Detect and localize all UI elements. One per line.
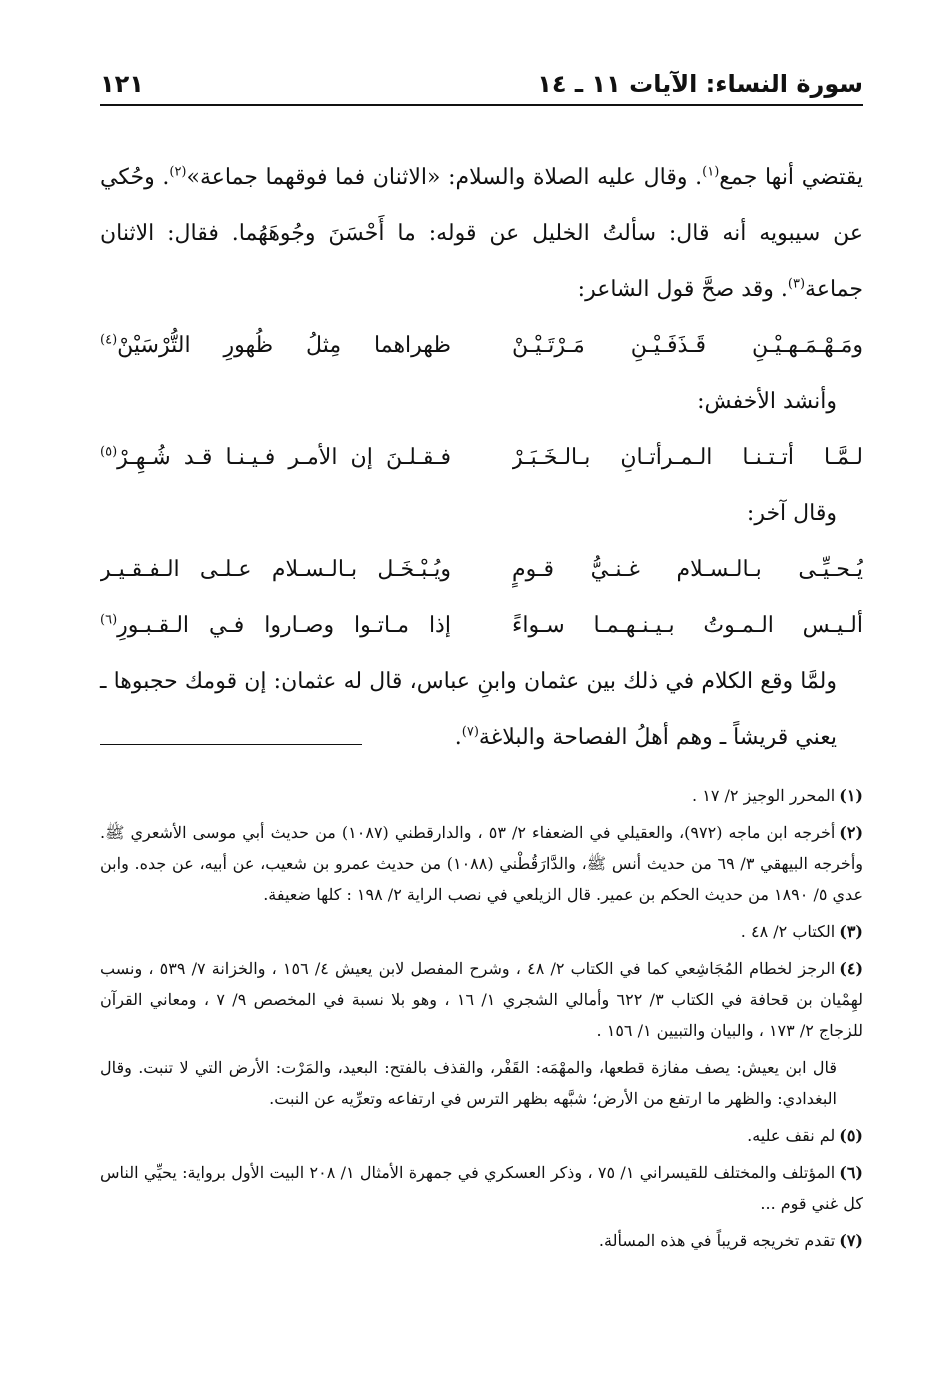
main-text <box>100 150 863 766</box>
footnote-6: (٦)المؤتلف والمختلف للقيسراني ١/ ٧٥ ، وذكر العسكري في جمهرة الأمثال ١/ ٢٠٨ البيت الأول برواية: يحيِّي الناس كل غني قوم ... <box>100 1163 863 1213</box>
footnote-ref-5: (٥) <box>100 444 118 460</box>
verse-1-first-hemistich: ومَـهْـمَـهـيْـنِ قَـذَفَـيْـنِ مَـرْتَـيْـنْ <box>512 333 863 358</box>
footnote-4-commentary: قال ابن يعيش: يصف مفازة قطعها، والمهْمَه: القَفْر، والقذف بالفتح: البعيد، والمَرْت: الأرض التي لا تنبت. وقال البغدادي: والظهر ما ارتفع من الأرض؛ شبَّهه بظهر الترس في ارتفاعه وتعرِّيه عن النبت. <box>100 1058 837 1108</box>
footnote-1: (١)المحرر الوجيز ٢/ ١٧ . <box>692 786 863 805</box>
verse-1 <box>100 318 863 374</box>
footnote-ref-7: (٧) <box>461 724 479 740</box>
verse-2 <box>100 430 863 486</box>
verse-4-first-hemistich: ألـيـس الـمـوتُ بـيـنـهـمـا سـواءً <box>512 613 863 638</box>
footnote-3: (٣)الكتاب ٢/ ٤٨ . <box>740 922 863 941</box>
verse-2-first-hemistich: لـمَّـا أتـتـنـا الـمـرأتـانِ بـالـخَـبَـرْ <box>512 445 863 470</box>
footnote-ref-6: (٦) <box>100 612 118 628</box>
paragraph-2: ولمَّا وقع الكلام في ذلك بين عثمان وابنِ عباس، قال له عثمان: إن قومك حجبوها ـ يعني قريشاً ـ وهم أهلُ الفصاحة والبلاغة$^{(٧)}$. <box>100 669 837 750</box>
verse-1-second-hemistich: ظهراهما مِثلُ ظُهورِ التُّرْسَيْنْ$^{(٤)}$ <box>100 332 451 358</box>
footnotes <box>100 780 863 1262</box>
footnote-separator <box>100 744 362 745</box>
other-poet-line: وقال آخر: <box>746 501 837 526</box>
footnote-ref-1: (١) <box>702 164 720 180</box>
footnote-5: (٥)لم نقف عليه. <box>747 1126 863 1145</box>
footnote-7: (٧)تقدم تخريجه قريباً في هذه المسألة. <box>598 1231 863 1250</box>
footnote-ref-4: (٤) <box>100 332 118 348</box>
verse-4-second-hemistich: إذا مـاتـوا وصـاروا فـي الـقـبـورِ$^{(٦)}$ <box>100 612 451 638</box>
verse-3-first-hemistich: يُـحـيِّـى بـالـسـلام غـنـيُّ قـومٍ <box>512 557 863 582</box>
verse-3 <box>100 542 863 598</box>
verse-3-second-hemistich: ويُـبْـخَـل بـالـسـلام عـلـى الـفـقـيـر <box>100 557 451 582</box>
footnote-4: (٤)الرجز لخطام المُجَاشِعي كما في الكتاب ٢/ ٤٨ ، وشرح المفصل لابن يعيش ٤/ ١٥٦ ، والخزانة ٧/ ٥٣٩ ، ونسب لهِمْيان بن قحافة في الكتاب ٣/ ٦٢٢ وأمالي الشجري ١/ ١٦ ، وهو بلا نسبة في المخصص ٩/ ٧ ، ومعاني القرآن للزجاج ٢/ ١٧٣ ، والبيان والتبيين ١/ ١٥٦ . <box>100 959 864 1040</box>
page-header <box>100 62 863 106</box>
running-title: سورة النساء: الآيات ١١ ـ ١٤ <box>537 70 863 98</box>
footnote-ref-3: (٣) <box>787 276 806 292</box>
page-number: ١٢١ <box>100 70 144 98</box>
verse-2-second-hemistich: فـقـلـنَ إن الأمـر فـيـنـا قـد شُـهِـرْ$^{(٥)}$ <box>100 444 451 470</box>
footnote-ref-2: (٢) <box>169 164 187 180</box>
akhfash-line: وأنشد الأخفش: <box>697 389 837 414</box>
verse-4 <box>100 598 863 654</box>
footnote-2: (٢)أخرجه ابن ماجه (٩٧٢)، والعقيلي في الضعفاء ٢/ ٥٣ ، والدارقطني (١٠٨٧) من حديث أبي موسى الأشعري ﷺ. وأخرجه البيهقي ٣/ ٦٩ من حديث أنس ﷺ، والدَّارَقُطْني (١٠٨٨) من حديث عمرو بن شعيب، عن أبيه، عن جده. وابن عدي ٥/ ١٨٩٠ من حديث الحكم بن عمير. قال الزيلعي في نصب الراية ٢/ ١٩٨ : كلها ضعيفة. <box>100 823 864 904</box>
paragraph-1: يقتضي أنها جمع$^{(١)}$. وقال عليه الصلاة والسلام: «الاثنان فما فوقهما جماعة»$^{(٢)}$. وحُكي عن سيبويه أنه قال: سألتُ الخليل عن قوله: ما أَحْسَنَ وجُوهَهُما. فقال: الاثنان جماعة$^{(٣)}$. وقد صحَّ قول الشاعر: <box>100 164 863 302</box>
